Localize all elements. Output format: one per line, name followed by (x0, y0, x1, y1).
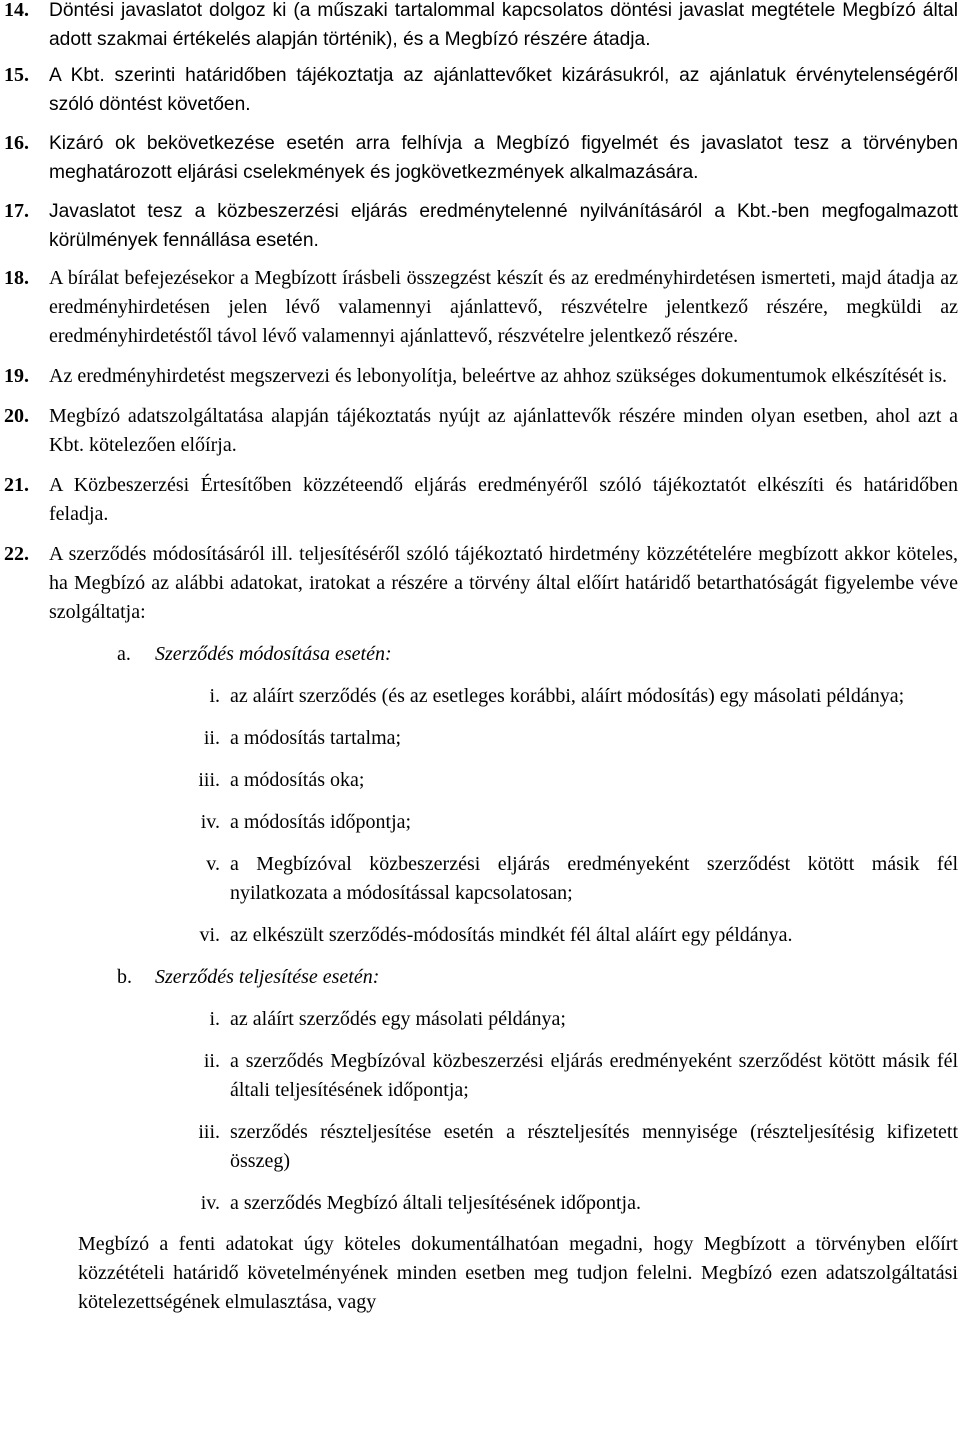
item-text: Döntési javaslatot dolgoz ki (a műszaki tartalommal kapcsolatos döntési javaslat megtétele Megbízó által adott szakmai értékelés alapján történik), és a Megbízó részére átadja. (49, 0, 958, 50)
item-text: A Közbeszerzési Értesítőben közzéteendő eljárás eredményéről szóló tájékoztatót elkészíti és határidőben feladja. (49, 474, 958, 525)
sublist-heading-a (117, 640, 960, 669)
item-number: 15. (4, 64, 29, 86)
sublist-label: a. (117, 643, 131, 665)
roman-item (174, 682, 960, 711)
list-item-17 (4, 197, 960, 255)
list-item-19 (4, 362, 960, 391)
item-text: Megbízó adatszolgáltatása alapján tájékoztatás nyújt az ajánlattevők részére minden olyan esetben, ahol azt a Kbt. kötelezően előírja. (49, 405, 958, 456)
item-number: 21. (4, 474, 29, 496)
sublist-title: Szerződés teljesítése esetén: (155, 966, 380, 988)
list-item-21 (4, 471, 960, 529)
item-number: 16. (4, 132, 29, 154)
list-item-14 (4, 0, 960, 54)
roman-text: az elkészült szerződés-módosítás mindkét fél által aláírt egy példánya. (230, 924, 793, 946)
roman-item (174, 1189, 960, 1218)
item-text: Az eredményhirdetést megszervezi és lebonyolítja, beleértve az ahhoz szükséges dokumentumok elkészítését is. (49, 365, 948, 387)
roman-item (174, 1047, 960, 1105)
roman-text: a Megbízóval közbeszerzési eljárás eredményeként szerződést kötött másik fél nyilatkozata a módosítással kapcsolatosan; (230, 853, 958, 904)
roman-text: a módosítás oka; (230, 769, 365, 791)
roman-label: iv. (200, 1192, 220, 1214)
sublist-title: Szerződés módosítása esetén: (155, 643, 392, 665)
closing-paragraph: Megbízó a fenti adatokat úgy köteles dokumentálhatóan megadni, hogy Megbízott a törvényben előírt közzétételi határidő követelményének minden esetben meg tudjon felelni. Megbízó ezen adatszolgáltatási kötelezettségének elmulasztása, vagy (78, 1233, 958, 1313)
item-number: 19. (4, 365, 29, 387)
item-number: 17. (4, 200, 29, 222)
list-item-18 (4, 264, 960, 351)
roman-item (174, 850, 960, 908)
roman-text: szerződés részteljesítése esetén a részteljesítés mennyisége (részteljesítésig kifizetett összeg) (230, 1121, 958, 1172)
item-text: Kizáró ok bekövetkezése esetén arra felhívja a Megbízó figyelmét és javaslatot tesz a törvényben meghatározott eljárási cselekmények és jogkövetkezmények alkalmazására. (49, 133, 958, 183)
roman-label: ii. (203, 727, 220, 749)
roman-item (174, 766, 960, 795)
item-text: A bírálat befejezésekor a Megbízott írásbeli összegzést készít és az eredményhirdetésen ismerteti, majd átadja az eredményhirdetésen jelen lévő valamennyi ajánlattevő, részvételre jelentkező részére, megküldi az eredményhirdetéstől távol lévő valamennyi ajánlattevő, részvételre jelentkező részére. (49, 267, 958, 347)
roman-text: az aláírt szerződés egy másolati példánya; (230, 1008, 566, 1030)
roman-label: v. (206, 853, 220, 875)
roman-label: vi. (199, 924, 220, 946)
list-item-20 (4, 402, 960, 460)
roman-item (174, 1005, 960, 1034)
roman-label: i. (209, 1008, 220, 1030)
roman-text: a módosítás időpontja; (230, 811, 412, 833)
roman-text: a szerződés Megbízó általi teljesítésének időpontja. (230, 1192, 641, 1214)
roman-label: iii. (198, 1121, 220, 1143)
item-text: A szerződés módosításáról ill. teljesítéséről szóló tájékoztató hirdetmény közzétételére megbízott akkor köteles, ha Megbízó az alábbi adatokat, iratokat a részére a törvény által előírt határidő betarthatóságát figyelembe véve szolgáltatja: (49, 543, 958, 623)
roman-item (174, 808, 960, 837)
roman-text: az aláírt szerződés (és az esetleges korábbi, aláírt módosítás) egy másolati példánya; (230, 685, 905, 707)
roman-label: iii. (198, 769, 220, 791)
roman-label: i. (209, 685, 220, 707)
item-number: 18. (4, 267, 29, 289)
item-number: 14. (4, 0, 29, 21)
sublist-label: b. (117, 966, 132, 988)
roman-label: iv. (200, 811, 220, 833)
roman-item (174, 921, 960, 950)
roman-item (174, 1118, 960, 1176)
roman-text: a szerződés Megbízóval közbeszerzési eljárás eredményeként szerződést kötött másik fél általi teljesítésének időpontja; (230, 1050, 958, 1101)
item-number: 22. (4, 543, 29, 565)
list-item-15 (4, 61, 960, 119)
item-text: A Kbt. szerinti határidőben tájékoztatja az ajánlattevőket kizárásukról, az ajánlatuk érvénytelenségéről szóló döntést követően. (49, 65, 958, 115)
list-item-16 (4, 129, 960, 187)
item-number: 20. (4, 405, 29, 427)
roman-text: a módosítás tartalma; (230, 727, 402, 749)
item-text: Javaslatot tesz a közbeszerzési eljárás eredménytelenné nyilvánításáról a Kbt.-ben megfogalmazott körülmények fennállása esetén. (49, 201, 958, 251)
list-item-22 (4, 540, 960, 627)
roman-label: ii. (203, 1050, 220, 1072)
roman-item (174, 724, 960, 753)
sublist-heading-b (117, 963, 960, 992)
